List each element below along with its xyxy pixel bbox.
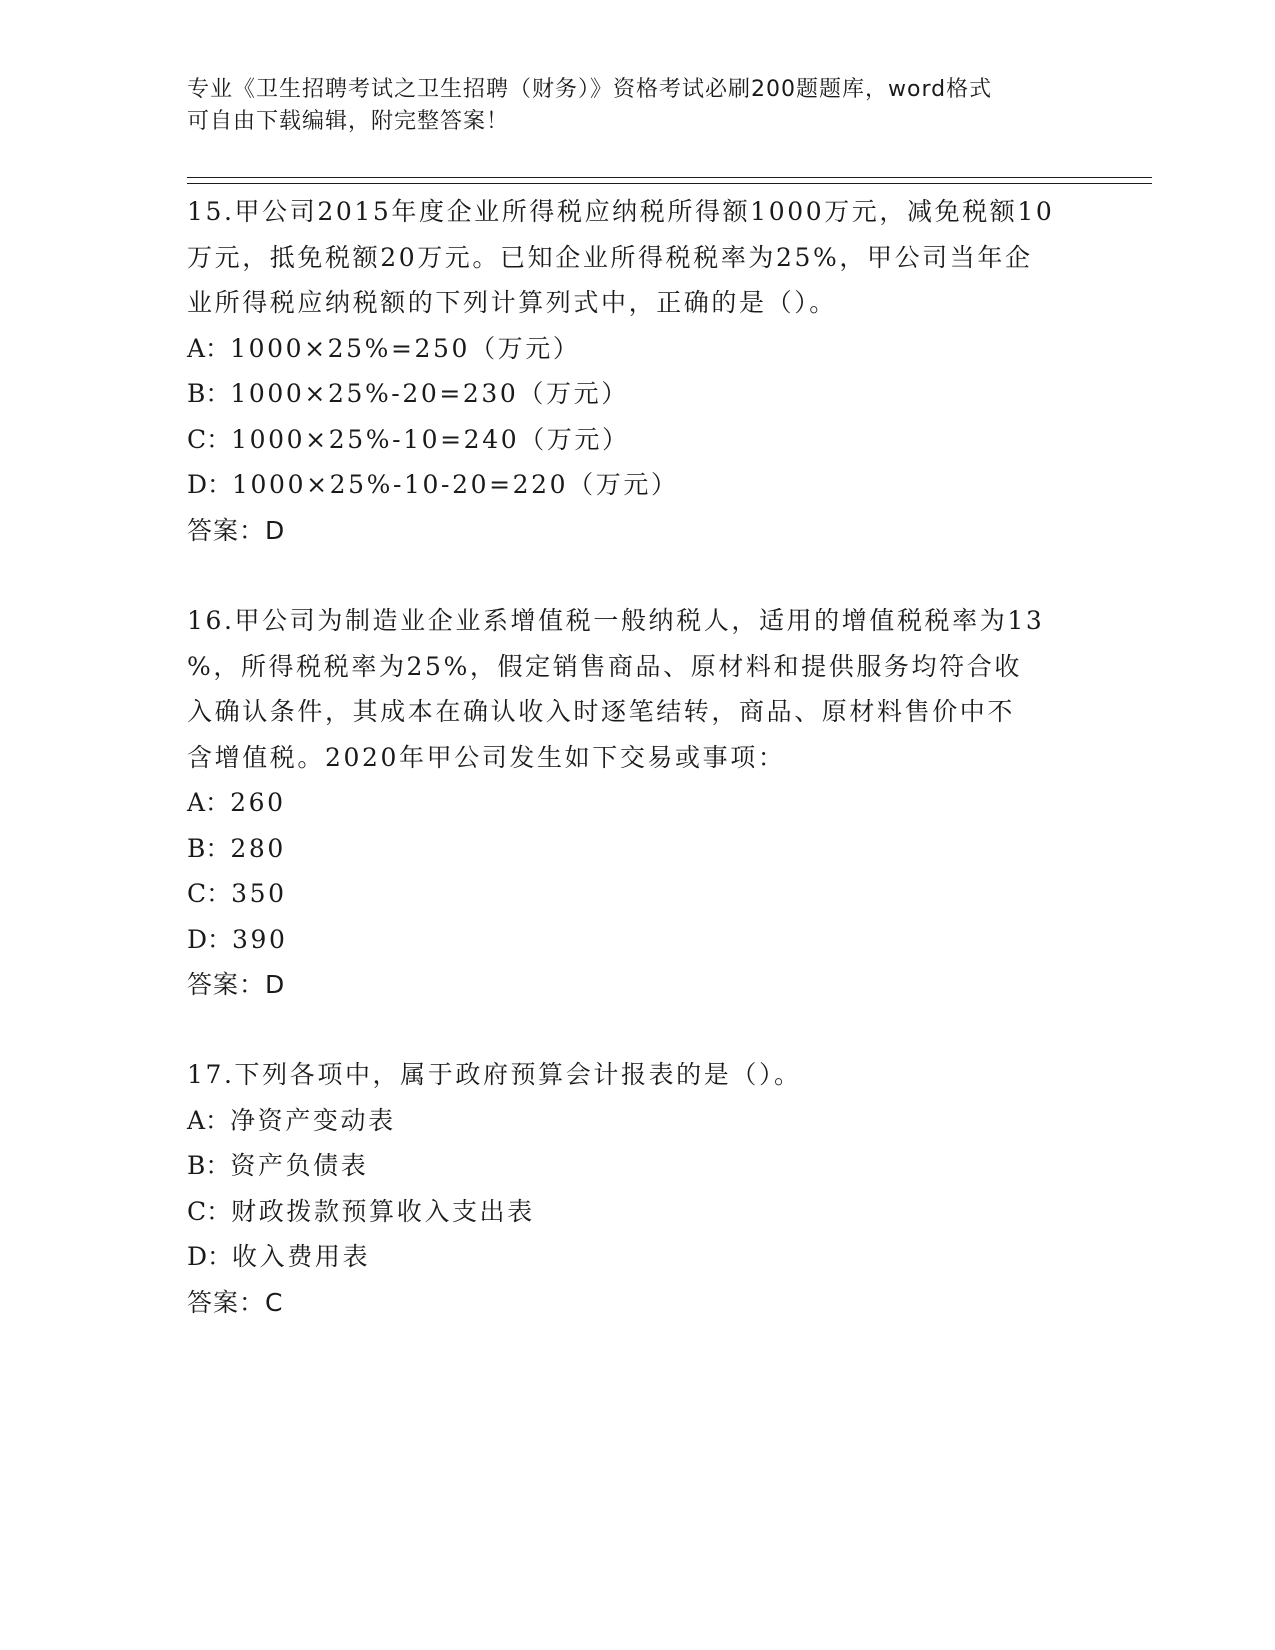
question-16 [187, 598, 1087, 1008]
question-stem-line: 17.下列各项中，属于政府预算会计报表的是（）。 [187, 1060, 802, 1089]
option-a [187, 1098, 1087, 1144]
question-stem-line: 万元，抵免税额20万元。已知企业所得税税率为25%，甲公司当年企 [187, 242, 1033, 272]
header-line-2: 可自由下载编辑，附完整答案！ [187, 109, 510, 134]
option-text: 1000×25%-10-20=220（万元） [232, 470, 679, 499]
option-a [187, 780, 1087, 826]
header-line-1: 专业《卫生招聘考试之卫生招聘（财务）》资格考试必刷200题题库，word格式 [187, 77, 993, 102]
option-text: 1000×25%-20=230（万元） [230, 379, 629, 408]
option-key: D： [187, 924, 233, 954]
question-stem-line: 入确认条件，其成本在确认收入时逐笔结转，商品、原材料售价中不 [187, 697, 1016, 726]
option-key: A： [187, 1105, 231, 1135]
question-15 [187, 189, 1087, 553]
option-a [187, 326, 1087, 372]
option-text: 390 [232, 924, 288, 954]
option-key: B： [187, 379, 231, 408]
option-text: 1000×25%=250（万元） [230, 333, 581, 363]
option-text: 260 [230, 788, 286, 817]
document-header [187, 74, 1067, 138]
option-d [187, 917, 1087, 963]
option-key: C： [187, 879, 232, 908]
option-text: 350 [231, 879, 287, 908]
option-b [187, 1143, 1087, 1189]
option-b [187, 371, 1087, 417]
question-17 [187, 1052, 1087, 1325]
option-key: A： [187, 788, 231, 817]
option-text: 净资产变动表 [230, 1105, 396, 1135]
question-stem-line: 含增值税。2020年甲公司发生如下交易或事项： [187, 742, 786, 772]
option-key: C： [187, 424, 232, 454]
option-c [187, 871, 1087, 917]
header-divider-bottom [187, 183, 1152, 184]
option-d [187, 1234, 1087, 1280]
question-stem-line: 15.甲公司2015年度企业所得税应纳税所得额1000万元，减免税额10 [187, 197, 1055, 226]
option-key: D： [187, 1242, 233, 1271]
option-text: 280 [230, 833, 286, 863]
option-c [187, 1189, 1087, 1235]
question-stem-line: 业所得税应纳税额的下列计算列式中，正确的是（）。 [187, 288, 837, 317]
answer-line: 答案：D [187, 970, 286, 999]
question-stem-line: %，所得税税率为25%，假定销售商品、原材料和提供服务均符合收 [187, 651, 1022, 681]
option-text: 资产负债表 [230, 1151, 369, 1180]
question-stem-line: 16.甲公司为制造业企业系增值税一般纳税人，适用的增值税税率为13 [187, 606, 1045, 635]
answer-line: 答案：C [187, 1287, 284, 1317]
header-divider-top [187, 177, 1152, 178]
option-key: B： [187, 833, 231, 863]
answer-line: 答案：D [187, 515, 286, 545]
option-key: D： [187, 470, 233, 499]
option-text: 1000×25%-10=240（万元） [231, 424, 630, 454]
option-c [187, 417, 1087, 463]
option-key: A： [187, 333, 231, 363]
option-key: C： [187, 1196, 232, 1226]
option-d [187, 462, 1087, 508]
option-b [187, 826, 1087, 872]
option-text: 收入费用表 [232, 1242, 371, 1271]
option-text: 财政拨款预算收入支出表 [231, 1196, 535, 1226]
option-key: B： [187, 1151, 231, 1180]
